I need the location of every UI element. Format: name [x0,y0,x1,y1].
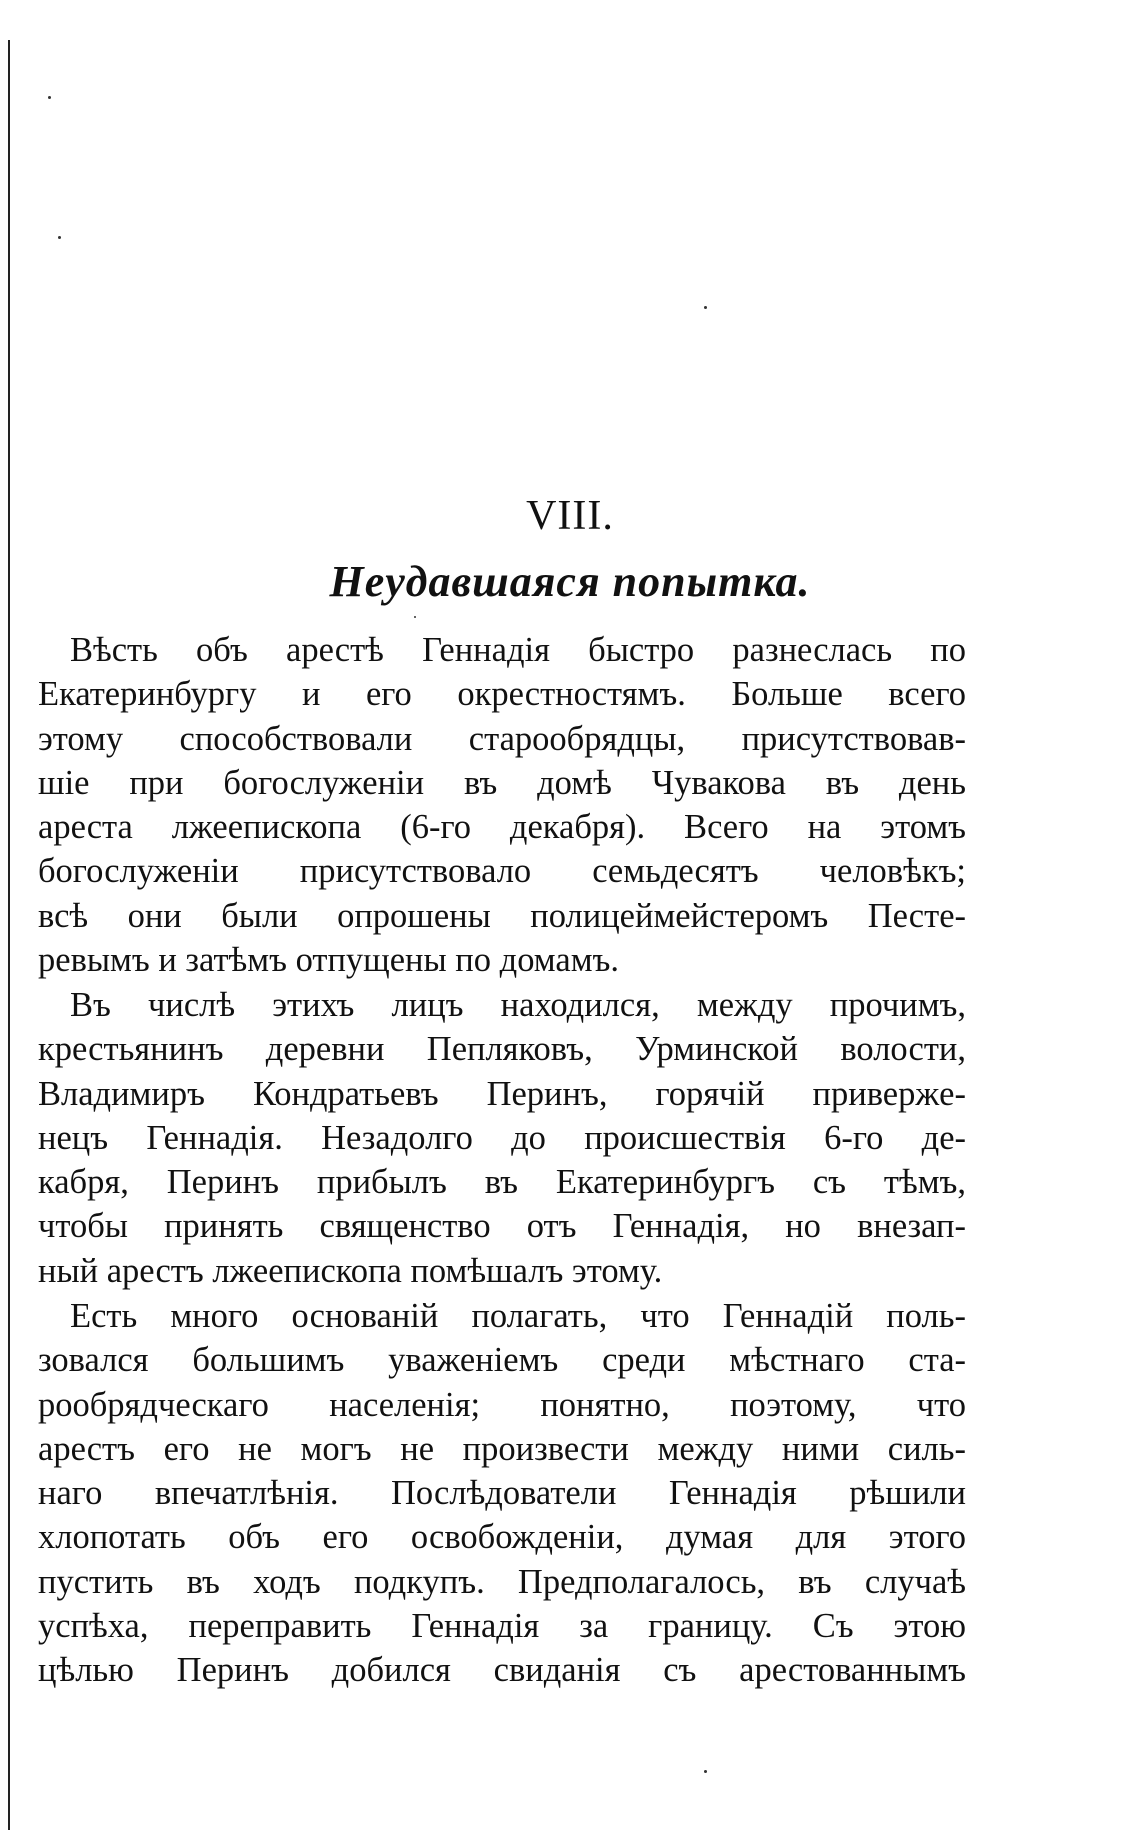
chapter-title: Неудавшаяся попытка. [329,557,811,606]
text-line: успѣха, переправить Геннадія за границу. Съ этою [38,1607,966,1646]
text-line: арестъ его не могъ не произвести между ними силь- [38,1429,966,1468]
text-line: пустить въ ходъ подкупъ. Предполагалось, въ случаѣ [38,1562,966,1601]
text-line: ревымъ и затѣмъ отпущены по домамъ. [38,941,619,980]
print-speck [704,1770,707,1773]
text-line: зовался большимъ уваженіемъ среди мѣстнаго ста- [38,1341,966,1380]
text-line: крестьянинъ деревни Пепляковъ, Урминской волости, [38,1030,966,1069]
text-line: чтобы принять священство отъ Геннадія, но внезап- [38,1207,966,1246]
print-speck [414,616,416,618]
print-speck [704,306,707,309]
paragraph-1 [38,628,966,982]
text-line: шіе при богослуженіи въ домѣ Чувакова въ день [38,763,966,802]
text-line: кабря, Перинъ прибылъ въ Екатеринбургъ съ тѣмъ, [38,1163,966,1202]
page-edge-line [8,40,10,1830]
text-line: ный арестъ лжеепископа помѣшалъ этому. [38,1251,663,1290]
text-line: хлопотать объ его освобожденіи, думая для этого [38,1518,966,1557]
paragraph-3 [38,1294,966,1693]
text-line: Екатеринбургу и его окрестностямъ. Больше всего [38,675,966,714]
paragraph-2 [38,983,966,1293]
text-line: Есть много основаній полагать, что Геннадій поль- [70,1297,966,1335]
text-line: Владимиръ Кондратьевъ Перинъ, горячій привержe- [38,1074,966,1113]
print-speck [48,96,51,99]
text-line: Въ числѣ этихъ лицъ находился, между прочимъ, [70,986,966,1024]
text-line: нецъ Геннадія. Незадолго до происшествія 6-го де- [38,1118,966,1157]
text-line: этому способствовали старообрядцы, присутствовав- [38,719,966,758]
text-line: Вѣсть объ арестѣ Геннадія быстро разнеслась по [70,631,966,669]
text-line: ареста лжеепископа (6-го декабря). Всего на этомъ [38,808,966,847]
text-line: богослуженіи присутствовало семьдесятъ человѣкъ; [38,852,966,891]
print-speck [58,236,61,239]
text-line: наго впечатлѣнія. Послѣдователи Геннадія рѣшили [38,1474,966,1513]
text-line: цѣлью Перинъ добился свиданія съ арестованнымъ [38,1651,966,1690]
chapter-number: VIII. [526,493,614,539]
text-line: рообрядческаго населенія; понятно, поэтому, что [38,1385,966,1424]
text-line: всѣ они были опрошены полицеймейстеромъ Песте- [38,896,966,935]
